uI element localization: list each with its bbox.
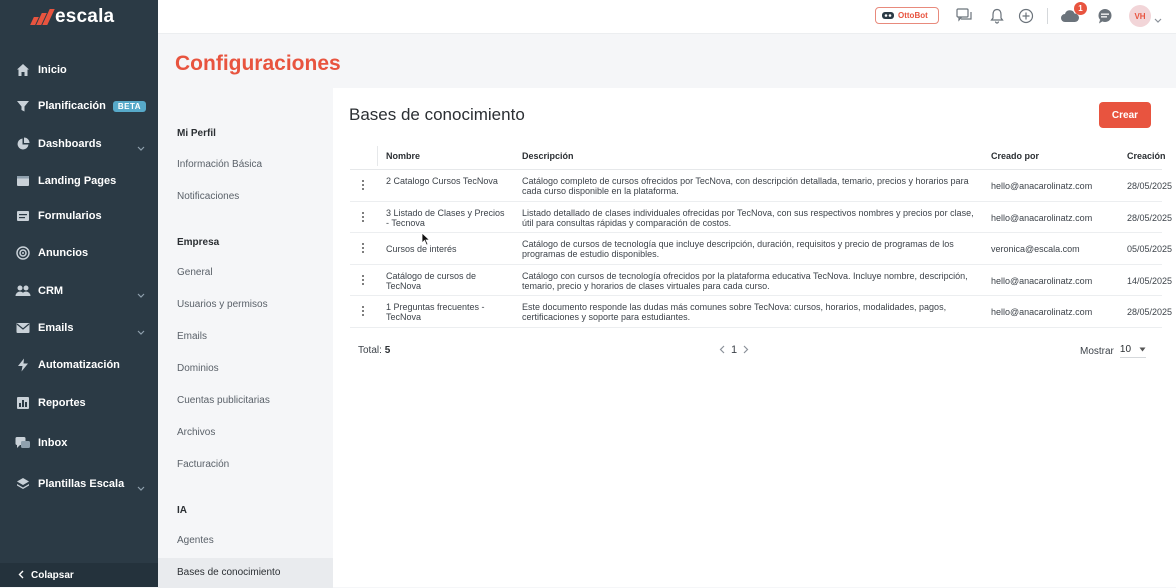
row-description: Este documento responde las dudas más comunes sobre TecNova: cursos, horarios, modalidades, pagos, certificaciones y soporte para estudiantes. <box>522 302 947 322</box>
row-created-by: hello@anacarolinatz.com <box>991 275 1093 286</box>
row-menu-icon[interactable] <box>362 275 366 285</box>
settings-item-agentes[interactable]: Agentes <box>177 535 214 546</box>
column-header-nombre[interactable]: Nombre <box>386 151 421 161</box>
section-empresa: Empresa <box>177 237 220 248</box>
row-created-at: 28/05/2025 <box>1127 307 1173 317</box>
page-size-select[interactable] <box>1120 344 1146 358</box>
sidebar-item-label: Plantillas Escala <box>38 478 125 490</box>
row-menu-icon[interactable] <box>362 243 366 253</box>
row-created-at: 05/05/2025 <box>1127 244 1173 254</box>
sidebar-item-formularios[interactable] <box>0 203 158 229</box>
next-page-icon[interactable] <box>743 342 749 357</box>
table-row[interactable] <box>350 233 1173 265</box>
mouse-cursor-icon <box>421 232 431 251</box>
row-name: 3 Listado de Clases y Precios - Tecnova <box>386 207 505 228</box>
table-row[interactable] <box>350 170 1173 202</box>
pie-chart-icon <box>14 135 32 153</box>
ottobot-label: OttoBot <box>898 11 928 20</box>
page-size-control <box>1080 344 1146 358</box>
chat-icon <box>14 434 32 452</box>
create-button[interactable]: Crear <box>1099 102 1151 128</box>
row-menu-icon[interactable] <box>362 180 366 190</box>
section-ia: IA <box>177 505 187 516</box>
current-page[interactable]: 1 <box>731 343 738 356</box>
main-panel <box>333 88 1176 587</box>
sidebar-item-inicio[interactable] <box>0 57 158 83</box>
sidebar-item-label: Anuncios <box>38 247 89 259</box>
beta-badge: BETA <box>113 101 146 112</box>
toolbar-divider <box>1047 8 1048 24</box>
messages-icon[interactable] <box>955 6 975 26</box>
support-chat-icon[interactable] <box>1095 6 1115 26</box>
section-mi-perfil: Mi Perfil <box>177 128 216 139</box>
bolt-icon <box>14 356 32 374</box>
row-name: Cursos de interés <box>386 244 457 254</box>
row-description: Catálogo con cursos de tecnología ofrecidos por la plataforma educativa TecNova. Incluye nombre, descripción, temario, precio y horarios de clases virtuales para cada curso. <box>522 270 968 291</box>
settings-item-archivos[interactable]: Archivos <box>177 427 216 438</box>
settings-item-facturacion[interactable]: Facturación <box>177 459 230 470</box>
row-created-by: hello@anacarolinatz.com <box>991 181 1093 191</box>
sidebar-item-planificacion[interactable] <box>0 93 158 119</box>
report-icon <box>14 394 32 412</box>
total-label: Total: <box>358 345 382 356</box>
sidebar-item-dashboards[interactable] <box>0 131 158 157</box>
sidebar-item-automatizacion[interactable] <box>0 352 158 378</box>
row-description: Catálogo completo de cursos ofrecidos por TecNova, con descripción detallada, temario, precios y horarios para cada curso disponible en la plataforma. <box>522 176 969 196</box>
column-header-creado-por[interactable]: Creado por <box>991 151 1040 161</box>
row-created-by: hello@anacarolinatz.com <box>991 212 1093 223</box>
show-label: Mostrar <box>1080 345 1114 357</box>
collapse-sidebar-button[interactable] <box>0 563 158 587</box>
table-header <box>350 143 1166 170</box>
row-description: Catálogo de cursos de tecnología que incluye descripción, duración, requisitos y precio de programas de los programas de estudio disponibles. <box>522 239 954 259</box>
layers-icon <box>14 475 32 493</box>
chevron-down-icon <box>137 139 145 157</box>
row-menu-icon[interactable] <box>362 212 366 222</box>
section-title: Bases de conocimiento <box>349 105 525 124</box>
page-icon <box>14 172 32 190</box>
settings-item-general[interactable]: General <box>177 267 213 278</box>
settings-item-informacion-basica[interactable]: Información Básica <box>177 159 263 170</box>
pagination <box>719 342 749 357</box>
plus-circle-icon[interactable] <box>1016 6 1036 26</box>
chevron-down-icon <box>137 286 145 304</box>
knowledge-base-table <box>350 143 1173 328</box>
row-created-at: 14/05/2025 <box>1127 275 1173 286</box>
settings-item-usuarios-y-permisos[interactable]: Usuarios y permisos <box>177 299 268 310</box>
sidebar <box>0 0 158 587</box>
bell-icon[interactable] <box>987 6 1007 26</box>
sidebar-item-label: Reportes <box>38 397 86 409</box>
table-row[interactable] <box>350 296 1173 328</box>
caret-down-icon <box>1139 344 1146 355</box>
collapse-label: Colapsar <box>31 569 74 581</box>
row-name: 1 Preguntas frecuentes - TecNova <box>386 302 485 322</box>
sidebar-item-label: CRM <box>38 285 64 297</box>
target-icon <box>14 244 32 262</box>
sidebar-item-label: Inbox <box>38 437 68 449</box>
sidebar-item-label: Emails <box>38 322 74 334</box>
chevron-down-icon <box>137 323 145 341</box>
mail-icon <box>14 319 32 337</box>
row-description: Listado detallado de clases individuales ofrecidas por TecNova, con sus respectivos nombres y precios por clase, útil para consultas rápidas y comparación de costos. <box>522 207 974 228</box>
total-count <box>358 345 390 356</box>
sidebar-item-label: Landing Pages <box>38 175 117 187</box>
table-footer <box>350 338 1162 362</box>
settings-item-cuentas-publicitarias[interactable]: Cuentas publicitarias <box>177 395 270 406</box>
sidebar-item-crm[interactable] <box>0 278 158 304</box>
sidebar-item-label: Dashboards <box>38 138 102 150</box>
ottobot-button[interactable] <box>875 7 939 24</box>
sidebar-item-label: Inicio <box>38 64 67 76</box>
settings-item-bases-de-conocimiento[interactable]: Bases de conocimiento <box>177 567 281 578</box>
table-row[interactable] <box>350 265 1173 297</box>
notification-badge: 1 <box>1074 2 1087 15</box>
robot-icon <box>881 7 895 25</box>
chevron-left-icon <box>18 568 24 582</box>
table-row[interactable] <box>350 202 1173 234</box>
sidebar-item-label: Formularios <box>38 210 102 222</box>
sidebar-item-plantillas-escala[interactable] <box>0 471 158 497</box>
brand-name: escala <box>55 6 115 27</box>
settings-item-emails[interactable]: Emails <box>177 331 208 342</box>
row-created-at: 28/05/2025 <box>1127 181 1173 191</box>
top-bar <box>158 0 1176 34</box>
settings-item-dominios[interactable]: Dominios <box>177 363 219 374</box>
form-icon <box>14 207 32 225</box>
settings-item-notificaciones[interactable]: Notificaciones <box>177 191 240 202</box>
row-created-at: 28/05/2025 <box>1127 212 1173 223</box>
home-icon <box>14 61 32 79</box>
sidebar-item-inbox[interactable] <box>0 430 158 456</box>
settings-menu <box>158 100 333 587</box>
prev-page-icon[interactable] <box>719 342 725 357</box>
users-icon <box>14 282 32 300</box>
sidebar-item-label: Planificación <box>38 100 106 112</box>
row-name: Catálogo de cursos de TecNova <box>386 270 477 291</box>
page-title: Configuraciones <box>175 52 341 75</box>
filter-icon <box>14 97 32 115</box>
chevron-down-icon <box>137 479 145 497</box>
sidebar-item-reportes[interactable] <box>0 390 158 416</box>
sidebar-item-emails[interactable] <box>0 315 158 341</box>
column-header-creacion[interactable]: Creación <box>1127 151 1166 161</box>
row-created-by: veronica@escala.com <box>991 244 1080 254</box>
row-name: 2 Catalogo Cursos TecNova <box>386 176 498 186</box>
sidebar-item-label: Automatización <box>38 359 120 371</box>
user-avatar[interactable]: VH <box>1129 5 1151 27</box>
total-value: 5 <box>384 345 391 356</box>
sidebar-item-landing-pages[interactable] <box>0 168 158 194</box>
logo-mark-icon <box>32 9 51 25</box>
page-size-value: 10 <box>1119 344 1132 355</box>
row-created-by: hello@anacarolinatz.com <box>991 307 1093 317</box>
chevron-down-icon[interactable] <box>1154 11 1162 29</box>
row-menu-icon[interactable] <box>362 306 366 316</box>
column-header-descripcion[interactable]: Descripción <box>522 151 574 161</box>
table-body <box>350 170 1173 328</box>
sidebar-item-anuncios[interactable] <box>0 240 158 266</box>
brand-logo[interactable] <box>32 6 114 28</box>
column-divider <box>377 146 378 166</box>
